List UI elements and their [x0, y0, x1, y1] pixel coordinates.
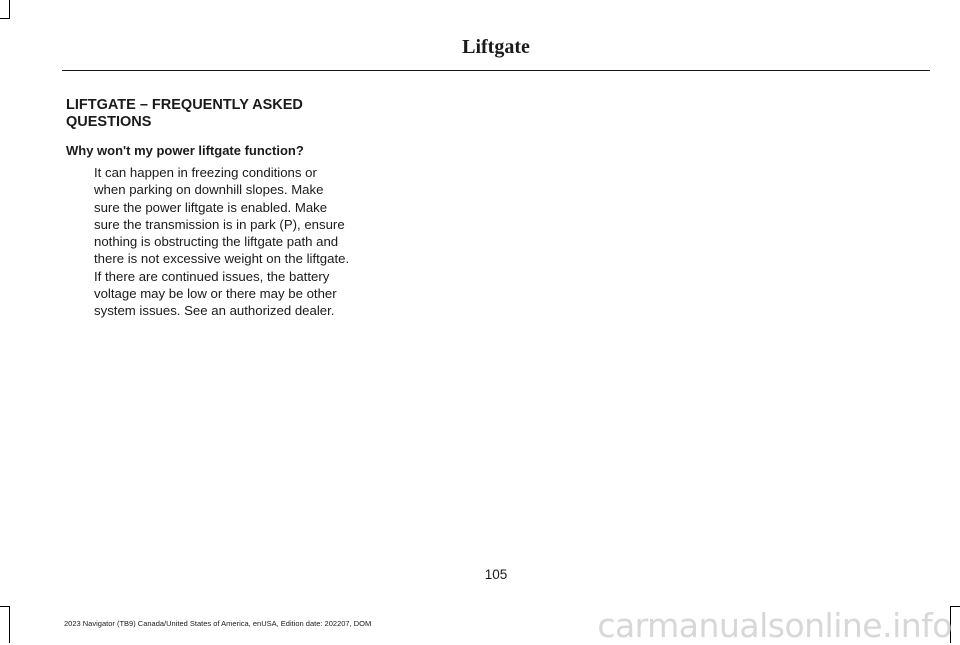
faq-answer: It can happen in freezing conditions or when parking on downhill slopes. Make sure the power liftgate is enabled. Make sure the transmission is in park (P), ensure nothing is obstructing the liftgate path and there is not excessive weight on the liftgate. If there are continued issues, the battery voltage may be low or there may be other system issues. See an authorized dealer.	[94, 165, 350, 319]
page-number: 105	[484, 567, 508, 582]
crop-mark-bottom-left-horizontal	[0, 606, 10, 607]
faq-question: Why won't my power liftgate function?	[66, 143, 304, 158]
watermark-logo[interactable]: carmanualsonline.info	[597, 606, 952, 645]
edition-footer: 2023 Navigator (TB9) Canada/United States of America, enUSA, Edition date: 202207, DOM	[64, 619, 372, 628]
crop-mark-top-left-horizontal	[0, 18, 10, 19]
page-header-title: Liftgate	[462, 36, 530, 58]
section-heading: LIFTGATE – FREQUENTLY ASKED QUESTIONS	[66, 97, 303, 130]
header-divider	[62, 70, 930, 71]
crop-mark-top-left-vertical	[9, 0, 10, 19]
crop-mark-bottom-left-vertical	[9, 606, 10, 643]
